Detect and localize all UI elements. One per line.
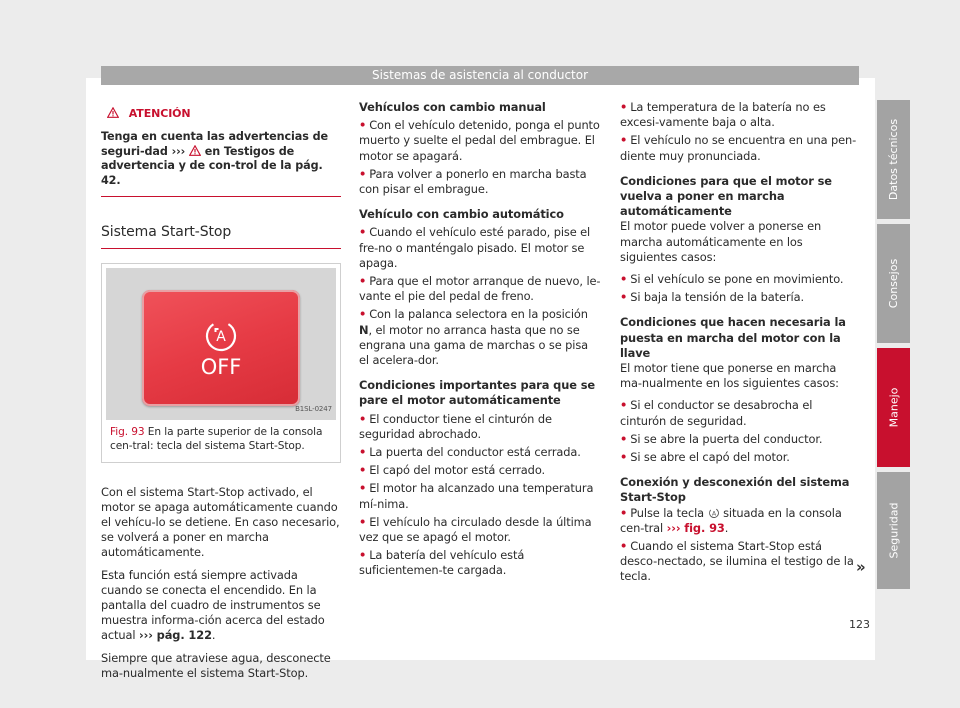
bullet-icon: • xyxy=(620,450,628,465)
warning-title: ATENCIÓN xyxy=(128,107,191,120)
column-middle xyxy=(359,100,601,582)
paragraph: Esta función está siempre activada cuando se conecta el encendido. En la pantalla del cuadro de instrumentos se muestra informa-ción acerca del estado actual ››› pág. 122. xyxy=(101,567,325,643)
list-item: • Si el conductor se desabrocha el cinturón de seguridad. xyxy=(620,398,813,428)
subheading: Conexión y desconexión del sistema Start-Stop xyxy=(620,475,850,505)
list-item: • Si se abre el capó del motor. xyxy=(620,450,790,465)
bullet-icon: • xyxy=(359,307,367,322)
bullet-icon: • xyxy=(620,290,628,305)
continue-arrow-icon: » xyxy=(856,558,866,576)
bullet-icon: • xyxy=(359,118,367,133)
bullet-icon: • xyxy=(359,514,367,529)
bullet-icon: • xyxy=(620,431,628,446)
list-item: • La batería del vehículo está suficientemen-te cargada. xyxy=(359,548,525,578)
list-item: • Cuando el sistema Start-Stop está desco-nectado, se ilumina el testigo de la tecla. xyxy=(620,539,854,584)
list-item: • Pulse la tecla A situada en la consola cen-tral ››› fig. 93. xyxy=(620,505,842,535)
bullet-icon: • xyxy=(359,481,367,496)
paragraph: Con el sistema Start-Stop activado, el motor se apaga automáticamente cuando el vehícu-lo se detiene. En caso necesario, se volverá a poner en marcha automáticamente. xyxy=(101,484,340,560)
figure-93 xyxy=(101,263,341,462)
list-item: • El conductor tiene el cinturón de seguridad abrochado. xyxy=(359,411,552,441)
bullet-icon: • xyxy=(359,274,367,289)
start-stop-button-image xyxy=(142,290,300,406)
list-item: • Para volver a ponerlo en marcha basta con pisar el embrague. xyxy=(359,166,587,197)
list-item: • Si el vehículo se pone en movimiento. xyxy=(620,272,844,287)
tab-consejos[interactable]: Consejos xyxy=(877,224,910,343)
bullet-icon: • xyxy=(620,100,628,114)
list-item: • Para que el motor arranque de nuevo, le-vante el pie del pedal de freno. xyxy=(359,274,601,304)
warning-triangle-icon xyxy=(189,145,201,156)
subheading: Condiciones para que el motor se vuelva a poner en marcha automáticamente xyxy=(620,173,832,219)
figure-caption: Fig. 93 En la parte superior de la consola cen-tral: tecla del sistema Start-Stop. xyxy=(110,426,323,452)
list-item: • La temperatura de la batería no es excesi-vamente baja o alta. xyxy=(620,100,826,130)
bullet-icon: • xyxy=(359,548,367,563)
list-item: • El capó del motor está cerrado. xyxy=(359,463,546,478)
paragraph: El motor tiene que ponerse en marcha ma-nualmente en los siguientes casos: xyxy=(620,361,839,391)
subheading: Condiciones que hacen necesaria la puesta en marcha del motor con la llave xyxy=(620,315,846,360)
list-item: • Con la palanca selectora en la posición N, el motor no arranca hasta que no se engrana una gama de marchas o se pisa el acelera-dor. xyxy=(359,307,589,368)
list-item: • Con el vehículo detenido, ponga el punto muerto y suelte el pedal del embrague. El motor se apagará. xyxy=(359,118,600,163)
svg-text:A: A xyxy=(216,329,226,346)
image-code: B1SL-0247 xyxy=(295,405,332,414)
warning-box xyxy=(101,106,341,197)
column-right xyxy=(620,100,860,588)
bullet-icon: • xyxy=(359,166,367,181)
list-item: • Si baja la tensión de la batería. xyxy=(620,290,805,305)
section-title: Sistema Start-Stop xyxy=(101,225,341,249)
tab-seguridad[interactable]: Seguridad xyxy=(877,472,910,589)
list-item: • El vehículo ha circulado desde la última vez que se apagó el motor. xyxy=(359,514,592,545)
bullet-icon: • xyxy=(620,398,628,413)
subheading: Vehículos con cambio manual xyxy=(359,100,546,114)
list-item: • Si se abre la puerta del conductor. xyxy=(620,431,823,446)
start-stop-key-icon xyxy=(708,507,720,519)
list-item: • El motor ha alcanzado una temperatura mí-nima. xyxy=(359,481,594,511)
figure-image xyxy=(106,268,336,420)
page-header: Sistemas de asistencia al conductor xyxy=(101,66,859,85)
subheading: Condiciones importantes para que se pare el motor automáticamente xyxy=(359,378,596,408)
paragraph: El motor puede volver a ponerse en marcha automáticamente en los siguientes casos: xyxy=(620,219,822,264)
tab-manejo[interactable]: Manejo xyxy=(877,348,910,467)
auto-off-icon xyxy=(142,290,300,406)
page-number: 123 xyxy=(849,618,870,631)
svg-text:A: A xyxy=(711,509,716,517)
bullet-icon: • xyxy=(359,445,367,460)
list-item: • La puerta del conductor está cerrada. xyxy=(359,445,581,460)
svg-text:OFF: OFF xyxy=(200,355,242,380)
bullet-icon: • xyxy=(359,463,367,478)
tab-datos-tecnicos[interactable]: Datos técnicos xyxy=(877,100,910,219)
bullet-icon: • xyxy=(620,133,628,148)
figure-label: Fig. 93 xyxy=(110,426,145,439)
warning-triangle-icon xyxy=(107,107,119,118)
warning-text: Tenga en cuenta las advertencias de seguri-dad ››› en Testigos de advertencia y de con-trol de la pág. 42. xyxy=(101,130,328,187)
bullet-icon: • xyxy=(620,539,628,554)
bullet-icon: • xyxy=(359,411,367,426)
list-item: • Cuando el vehículo esté parado, pise el fre-no o manténgalo pisado. El motor se apaga. xyxy=(359,225,591,270)
bullet-icon: • xyxy=(620,505,628,520)
bullet-icon: • xyxy=(359,225,367,240)
bullet-icon: • xyxy=(620,272,628,287)
page-reference-link[interactable]: ››› pág. 122 xyxy=(139,628,212,643)
subheading: Vehículo con cambio automático xyxy=(359,207,564,222)
figure-reference-link[interactable]: ››› fig. 93 xyxy=(666,520,725,535)
list-item: • El vehículo no se encuentra en una pen-diente muy pronunciada. xyxy=(620,133,857,163)
paragraph: Siempre que atraviese agua, desconecte ma-nualmente el sistema Start-Stop. xyxy=(101,650,331,680)
column-left xyxy=(101,100,341,688)
